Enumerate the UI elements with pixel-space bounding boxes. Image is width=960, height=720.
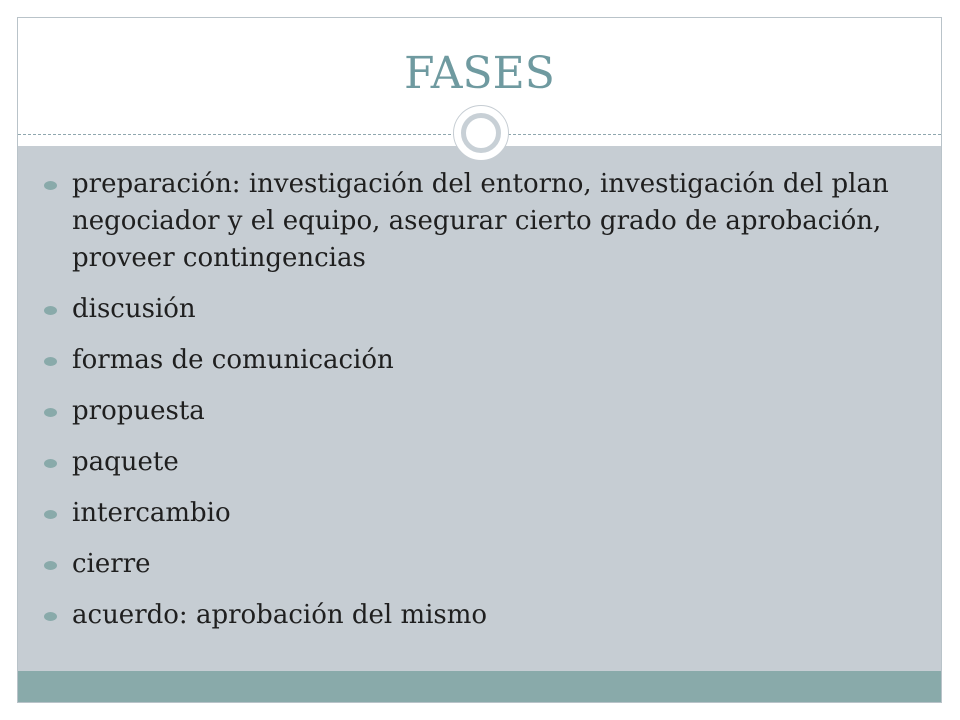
ring-ornament-icon bbox=[453, 105, 509, 161]
slide-title: FASES bbox=[404, 48, 555, 99]
bullet-text: preparación: investigación del entorno, investigación del plan negociador y el equipo, asegurar cierto grado de aprobación, proveer contingencias bbox=[72, 169, 889, 273]
bullet-dot-icon bbox=[44, 357, 57, 366]
bullet-item bbox=[42, 546, 922, 583]
bullet-dot-icon bbox=[44, 459, 57, 468]
bullet-dot-icon bbox=[44, 181, 57, 190]
bullet-item bbox=[42, 166, 922, 277]
bullet-dot-icon bbox=[44, 561, 57, 570]
bullet-dot-icon bbox=[44, 306, 57, 315]
bullet-item bbox=[42, 495, 922, 532]
bullet-dot-icon bbox=[44, 510, 57, 519]
bullet-dot-icon bbox=[44, 408, 57, 417]
bullet-text: cierre bbox=[72, 549, 151, 579]
bullet-text: paquete bbox=[72, 447, 179, 477]
bullet-text: formas de comunicación bbox=[72, 345, 394, 375]
bullet-text: acuerdo: aprobación del mismo bbox=[72, 600, 488, 630]
bullet-item bbox=[42, 597, 922, 634]
bullet-list bbox=[42, 166, 922, 648]
bullet-text: discusión bbox=[72, 294, 196, 324]
bullet-item bbox=[42, 393, 922, 430]
footer-accent-bar bbox=[18, 671, 941, 702]
bullet-item bbox=[42, 291, 922, 328]
bullet-item bbox=[42, 342, 922, 379]
bullet-dot-icon bbox=[44, 612, 57, 621]
bullet-item bbox=[42, 444, 922, 481]
bullet-text: propuesta bbox=[72, 396, 205, 426]
bullet-text: intercambio bbox=[72, 498, 231, 528]
